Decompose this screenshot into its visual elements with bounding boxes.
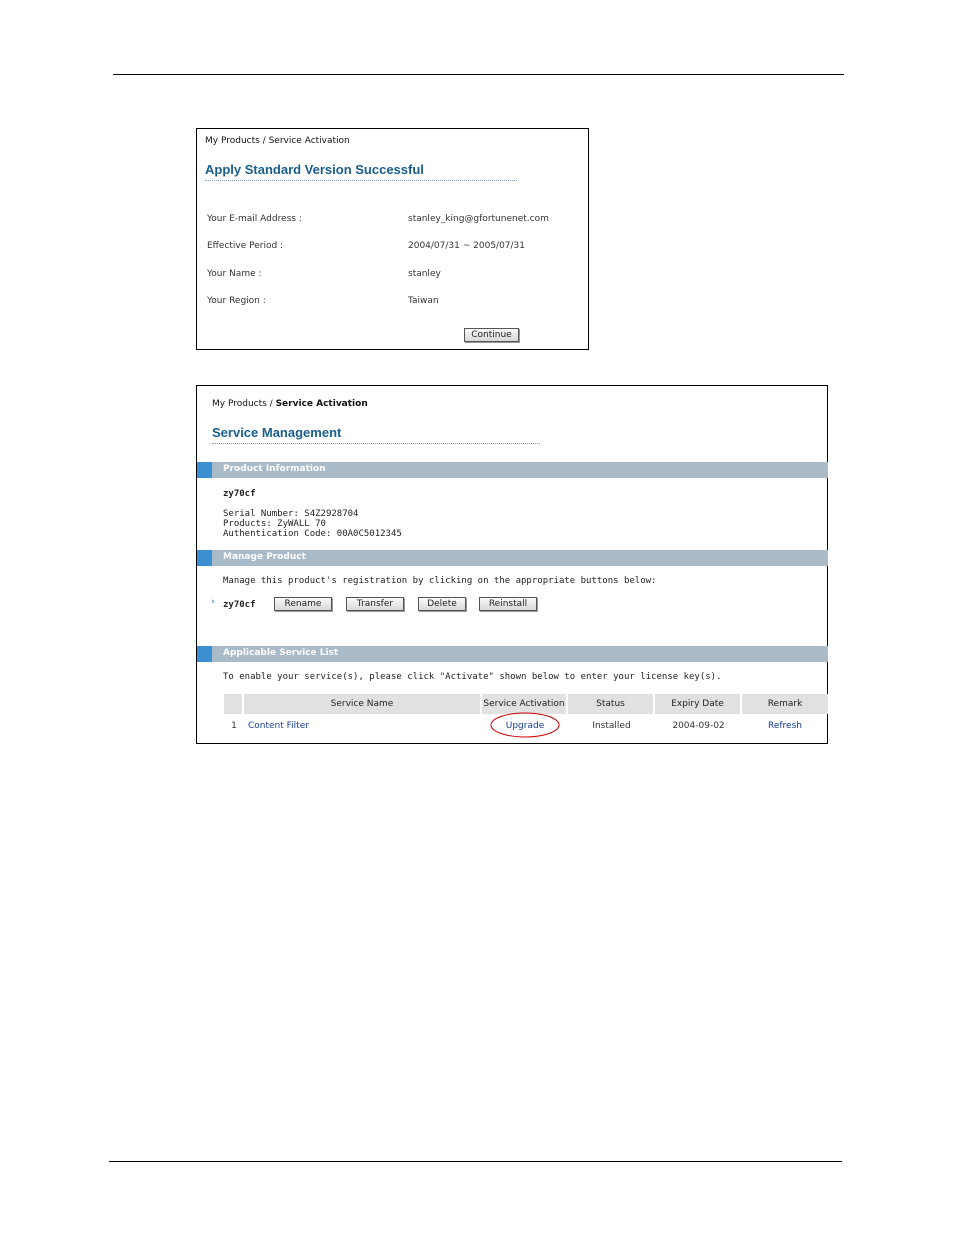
section-tab <box>197 646 212 662</box>
column-service-name: Service Name <box>244 694 482 714</box>
column-remark: Remark <box>742 694 828 714</box>
title-underline <box>205 180 517 181</box>
period-value: 2004/07/31 ~ 2005/07/31 <box>408 241 526 251</box>
authentication-code: Authentication Code: 00A0C5012345 <box>223 529 402 539</box>
email-label: Your E-mail Address : <box>207 214 302 224</box>
upgrade-link[interactable]: Upgrade <box>505 721 545 731</box>
delete-button[interactable]: Delete <box>418 597 466 611</box>
row-index: 1 <box>231 721 237 731</box>
breadcrumb <box>212 399 368 409</box>
arrow-icon: › <box>211 597 215 607</box>
section-applicable-service-list <box>197 646 828 662</box>
rename-button[interactable]: Rename <box>274 597 332 611</box>
name-label: Your Name : <box>207 269 262 279</box>
period-label: Effective Period : <box>207 241 284 251</box>
section-manage-product <box>197 550 828 566</box>
breadcrumb-my-products[interactable]: My Products / <box>212 399 276 409</box>
top-rule <box>113 74 844 75</box>
region-label: Your Region : <box>207 296 266 306</box>
column-service-activation: Service Activation <box>482 694 568 714</box>
expiry-value: 2004-09-02 <box>672 721 725 731</box>
region-value: Taiwan <box>408 296 439 306</box>
service-instruction: To enable your service(s), please click "Activate" shown below to enter your license key(s). <box>223 672 722 682</box>
page-title: Apply Standard Version Successful <box>205 162 424 177</box>
name-value: stanley <box>408 269 441 279</box>
reinstall-button[interactable]: Reinstall <box>479 597 537 611</box>
manage-instruction: Manage this product's registration by clicking on the appropriate buttons below: <box>223 576 657 586</box>
column-status: Status <box>568 694 655 714</box>
section-title: Applicable Service List <box>223 648 339 658</box>
status-value: Installed <box>592 721 631 731</box>
refresh-link[interactable]: Refresh <box>768 721 802 731</box>
transfer-button[interactable]: Transfer <box>346 597 404 611</box>
column-index <box>224 694 244 714</box>
section-tab <box>197 462 212 478</box>
section-product-information <box>197 462 828 478</box>
section-tab <box>197 550 212 566</box>
breadcrumb: My Products / Service Activation <box>205 136 350 146</box>
title-underline <box>212 443 540 444</box>
column-expiry-date: Expiry Date <box>655 694 742 714</box>
activation-success-panel <box>196 128 589 350</box>
bottom-rule <box>109 1161 842 1162</box>
section-title: Manage Product <box>223 552 306 562</box>
content-filter-link[interactable]: Content Filter <box>248 721 309 731</box>
manage-product-name: zy70cf <box>223 600 256 610</box>
continue-button[interactable]: Continue <box>464 328 519 342</box>
highlight-circle <box>487 708 567 740</box>
service-management-panel <box>196 385 828 744</box>
email-value: stanley_king@gfortunenet.com <box>408 214 549 224</box>
section-title: Product Information <box>223 464 326 474</box>
products: Products: ZyWALL 70 <box>223 519 326 529</box>
serial-number: Serial Number: S4Z2928704 <box>223 509 359 519</box>
product-name: zy70cf <box>223 489 256 499</box>
breadcrumb-current: Service Activation <box>275 399 368 409</box>
page-title: Service Management <box>212 425 342 440</box>
